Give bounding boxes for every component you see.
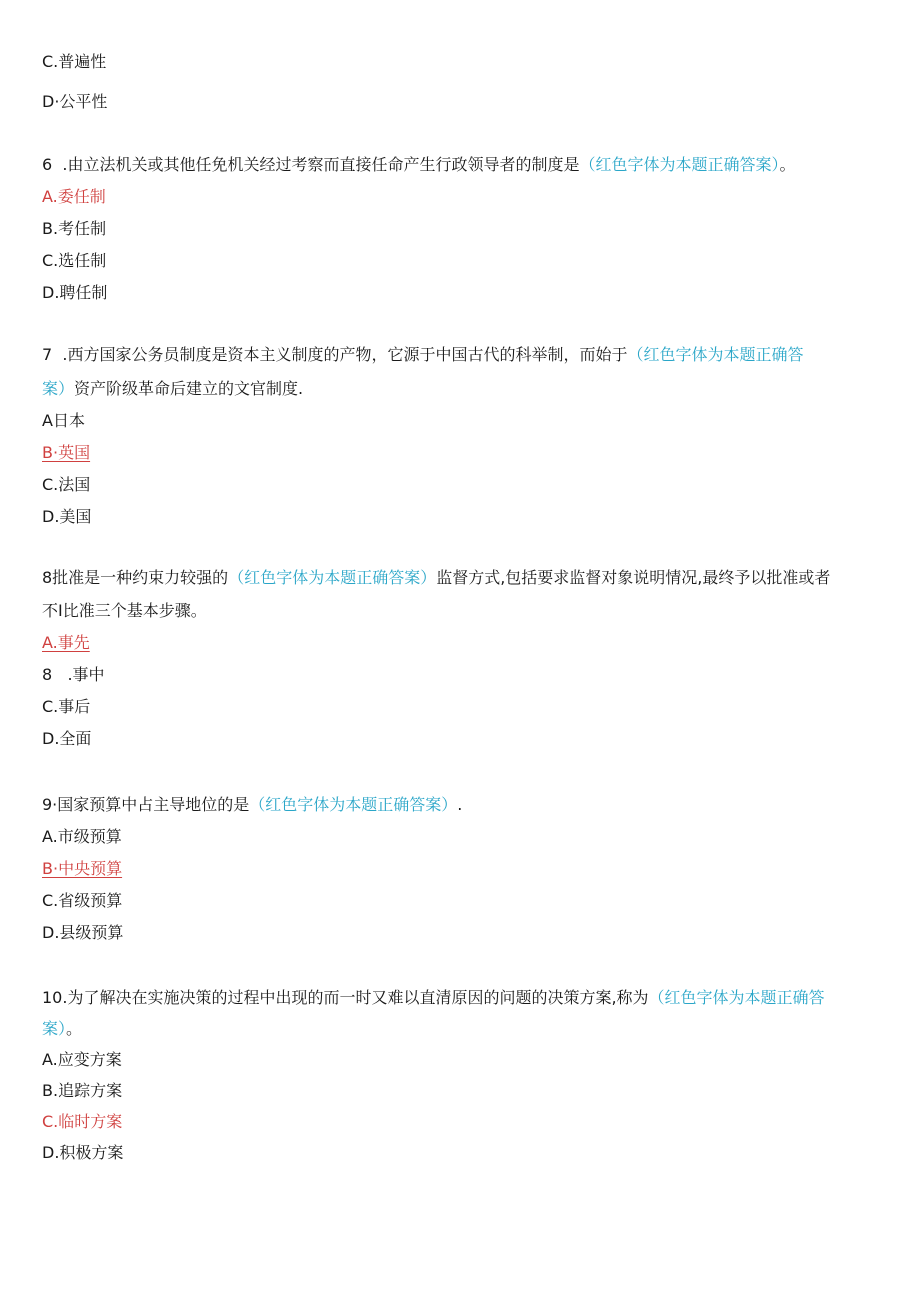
q9-option-d: D.县级预算	[42, 923, 124, 942]
q9-answer-hint: （红色字体为本题正确答案）	[249, 795, 458, 814]
q7-stem-line2	[42, 378, 303, 400]
q9-option-b-correct: B·中央预算	[42, 859, 123, 878]
q6-stem	[42, 154, 795, 176]
q6-stem-end: 。	[779, 155, 796, 174]
q7-stem-end: 资产阶级革命后建立的文官制度.	[74, 379, 304, 398]
q8-stem-line2: 不I比准三个基本步骤。	[42, 601, 207, 620]
q6-option-d: D.聘任制	[42, 283, 108, 302]
q10-stem-line1	[42, 987, 825, 1009]
q8-option-a-correct: A.事先	[42, 633, 90, 652]
q7-stem-text: .西方国家公务员制度是资本主义制度的产物，它源于中国古代的科举制，而始于	[62, 345, 628, 364]
q10-stem-line2	[42, 1018, 82, 1040]
q9-stem-end: .	[457, 795, 463, 814]
q10-option-c-correct: C.临时方案	[42, 1112, 123, 1131]
q8-answer-hint: （红色字体为本题正确答案）	[228, 568, 437, 587]
q8-stem-line1	[42, 567, 830, 589]
q10-stem-end: 。	[66, 1019, 83, 1038]
q8-option-b: 8 .事中	[42, 665, 105, 684]
q7-answer-hint-part2: 案）	[42, 379, 75, 398]
q10-option-b: B.追踪方案	[42, 1081, 123, 1100]
q5-option-d: D·公平性	[42, 92, 108, 111]
q10-answer-hint-part1: （红色字体为本题正确答	[648, 988, 825, 1007]
q6-option-a-correct: A.委任制	[42, 187, 106, 206]
q10-answer-hint-part2: 案）	[42, 1019, 67, 1038]
q9-stem-text: 9·国家预算中占主导地位的是	[42, 795, 250, 814]
q7-option-a: A日本	[42, 411, 85, 430]
q9-option-c: C.省级预算	[42, 891, 123, 910]
q7-number: 7	[42, 345, 53, 364]
q6-option-c: C.选任制	[42, 251, 107, 270]
q7-option-d: D.美国	[42, 507, 92, 526]
q9-stem	[42, 794, 462, 816]
q10-option-d: D.积极方案	[42, 1143, 124, 1162]
q9-option-a: A.市级预算	[42, 827, 122, 846]
q6-option-b: B.考任制	[42, 219, 107, 238]
q6-answer-hint: （红色字体为本题正确答案）	[579, 155, 780, 174]
q10-option-a: A.应变方案	[42, 1050, 122, 1069]
q7-answer-hint-part1: （红色字体为本题正确答	[627, 345, 804, 364]
q6-stem-text: .由立法机关或其他任免机关经过考察而直接任命产生行政领导者的制度是	[62, 155, 580, 174]
q7-option-c: C.法国	[42, 475, 91, 494]
q8-stem-start: 8批准是一种约束力较强的	[42, 568, 229, 587]
q7-stem-line1	[42, 344, 803, 366]
q6-number: 6	[42, 155, 53, 174]
q8-stem-middle: 监督方式,包括要求监督对象说明情况,最终予以批准或者	[436, 568, 831, 587]
q8-option-d: D.全面	[42, 729, 92, 748]
q7-option-b-correct: B·英国	[42, 443, 91, 462]
q8-option-c: C.事后	[42, 697, 91, 716]
q10-stem-text: 10.为了解决在实施决策的过程中出现的而一时又难以直清原因的问题的决策方案,称为	[42, 988, 649, 1007]
q5-option-c: C.普遍性	[42, 52, 107, 71]
